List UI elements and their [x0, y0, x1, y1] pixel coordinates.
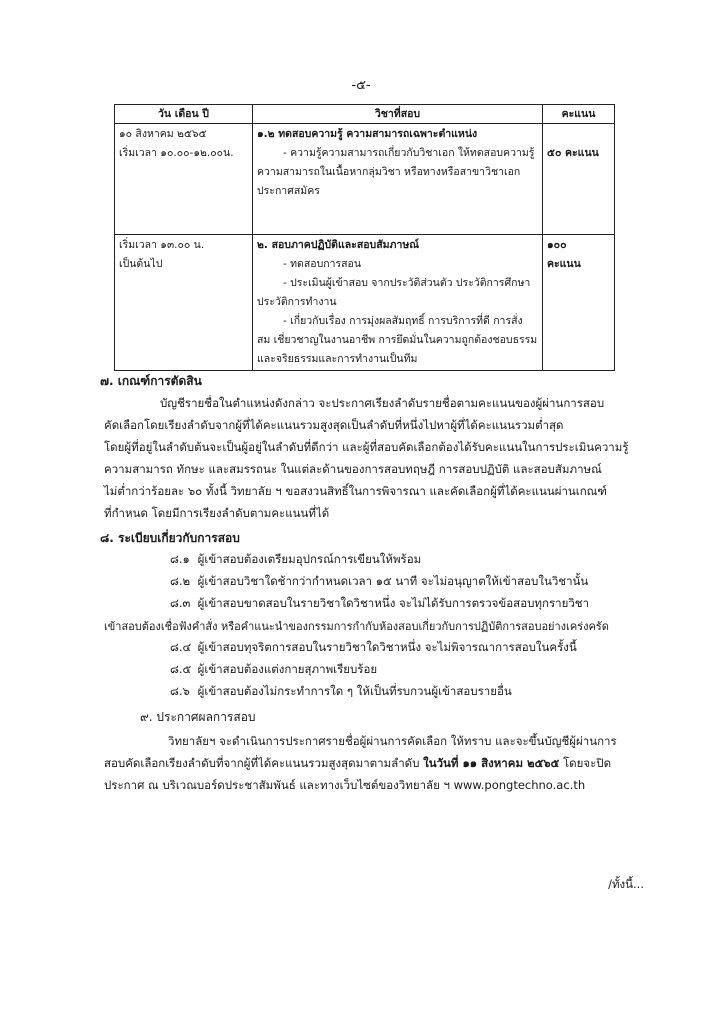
time-line: เริ่มเวลา ๑๓.๐๐ น. [119, 239, 205, 251]
rule-continuation [104, 617, 609, 635]
paragraph-line: วิทยาลัยฯ จะดำเนินการประกาศรายชื่อผู้ผ่านการคัดเลือก ให้ทราบ และจะขึ้นบัญชีผู้ผ่านการ [168, 734, 617, 748]
rule-text: ผู้เข้าสอบขาดสอบในรายวิชาใดวิชาหนึ่ง จะไม่ได้รับการตรวจข้อสอบทุกรายวิชา [197, 596, 590, 610]
subject-cell [253, 124, 543, 235]
rule-text: ผู้เข้าสอบต้องเตรียมอุปกรณ์การเขียนให้พร้อม [197, 552, 422, 566]
rule-item [170, 551, 421, 569]
rule-number: ๘.๖ [170, 684, 190, 698]
rule-item [170, 573, 588, 591]
rule-text: ผู้เข้าสอบทุจริตการสอบในรายวิชาใดวิชาหนึ่ง จะไม่พิจารณาการสอบในครั้งนี้ [197, 640, 577, 654]
subject-line: และจริยธรรมและการทำงานเป็นทีม [257, 353, 418, 365]
rule-number: ๘.๕ [170, 662, 192, 676]
subject-line: - เกี่ยวกับเรื่อง การมุ่งผลสัมฤทธิ์ การบริการที่ดี การสั่ง [283, 315, 523, 327]
paragraph-line: คัดเลือกโดยเรียงลำดับจากผู้ที่ได้คะแนนรวมสูงสุดเป็นลำดับที่หนึ่งไปหาผู้ที่ได้คะแนนรวมต่ำสุด [104, 418, 564, 432]
paragraph-line: ความสามารถ ทักษะ และสมรรถนะ ในแต่ละด้านของการสอบทฤษฎี การสอบปฏิบัติ และสอบสัมภาษณ์ [104, 462, 602, 476]
rule-item [170, 661, 377, 679]
date-cell [115, 124, 253, 235]
subject-line: - ความรู้ความสามารถเกี่ยวกับวิชาเอก ให้ทดสอบความรู้ [283, 147, 535, 159]
paragraph-text: โดยจะปิด [559, 756, 612, 770]
table-row [115, 235, 615, 371]
rule-number: ๘.๓ [170, 596, 191, 610]
score-value: ๕๐ คะแนน [547, 147, 599, 159]
continuation-marker: /ทั้งนี้... [608, 877, 644, 891]
score-cell [543, 235, 615, 371]
rule-text: ผู้เข้าสอบต้องไม่กระทำการใด ๆ ให้เป็นที่รบกวนผู้เข้าสอบรายอื่น [197, 684, 512, 698]
subject-line: ความสามารถในเนื้อหากลุ่มวิชา หรือทางหรือสาขาวิชาเอก [257, 166, 521, 178]
paragraph-line: โดยผู้ที่อยู่ในลำดับต้นจะเป็นผู้อยู่ในลำดับที่ดีกว่า และผู้ที่สอบคัดเลือกต้องได้รับคะแนนในการประเมินความรู้ [104, 440, 629, 454]
subject-title: ๒. สอบภาคปฏิบัติและสอบสัมภาษณ์ [257, 239, 420, 251]
subject-line: ประกาศสมัคร [257, 185, 320, 197]
section-8-heading: ๘. ระเบียบเกี่ยวกับการสอบ [100, 531, 240, 545]
paragraph-text: สอบคัดเลือกเรียงลำดับที่จากผู้ที่ได้คะแนนรวมสูงสุดมาตามลำดับ [104, 756, 424, 770]
rule-number: ๘.๒ [170, 574, 191, 588]
section-7-body [104, 392, 644, 524]
paragraph-line: ประกาศ ณ บริเวณบอร์ดประชาสัมพันธ์ และทางเว็บไซต์ของวิทยาลัย ฯ www.pongtechno.ac.th [104, 778, 586, 792]
subject-cell [253, 235, 543, 371]
exam-schedule-table [114, 104, 615, 371]
header-score: คะแนน [543, 105, 615, 124]
section-9-body [104, 730, 644, 796]
paragraph-line [104, 752, 644, 774]
paragraph-line: ที่กำหนด โดยมีการเรียงลำดับตามคะแนนที่ได้ [104, 506, 330, 520]
announcement-date: ในวันที่ ๑๑ สิงหาคม ๒๕๖๕ [423, 756, 560, 770]
table-header-row [115, 105, 615, 124]
rule-number: ๘.๑ [170, 552, 190, 566]
score-value: ๑๐๐ [547, 239, 567, 251]
rule-text: ผู้เข้าสอบวิชาใดช้ากว่ากำหนดเวลา ๑๕ นาที จะไม่อนุญาตให้เข้าสอบในวิชานั้น [197, 574, 589, 588]
header-subject: วิชาที่สอบ [253, 105, 543, 124]
header-date: วัน เดือน ปี [115, 105, 253, 124]
paragraph-line: ไม่ต่ำกว่าร้อยละ ๖๐ ทั้งนี้ วิทยาลัย ฯ ขอสงวนสิทธิ์ในการพิจารณา และคัดเลือกผู้ที่ได้คะแนนผ่านเกณฑ์ [104, 484, 607, 498]
section-7-heading: ๗. เกณฑ์การตัดสิน [100, 374, 202, 388]
subject-title: ๑.๒ ทดสอบความรู้ ความสามารถเฉพาะตำแหน่ง [257, 128, 478, 140]
rule-item [170, 639, 577, 657]
time-line: เริ่มเวลา ๑๐.๐๐-๑๒.๐๐น. [119, 147, 234, 159]
subject-line: ประวัติการทำงาน [257, 296, 337, 308]
rule-item [170, 683, 512, 701]
rule-number: ๘.๔ [170, 640, 192, 654]
rule-text: ผู้เข้าสอบต้องแต่งกายสุภาพเรียบร้อย [197, 662, 378, 676]
rule-text: เข้าสอบต้องเชื่อฟังคำสั่ง หรือคำแนะนำของกรรมการกำกับห้องสอบเกี่ยวกับการปฏิบัติการสอบอย่างเคร่งครัด [104, 620, 609, 633]
time-line: เป็นต้นไป [119, 258, 163, 270]
date-line: ๑๐ สิงหาคม ๒๕๖๕ [119, 128, 207, 140]
score-unit: คะแนน [547, 258, 581, 270]
rule-item [170, 595, 589, 613]
subject-line: - ทดสอบการสอน [283, 258, 362, 270]
table-row [115, 124, 615, 235]
paragraph-line: บัญชีรายชื่อในตำแหน่งดังกล่าว จะประกาศเรียงลำดับรายชื่อตามคะแนนของผู้ผ่านการสอบ [160, 396, 605, 410]
subject-line: - ประเมินผู้เข้าสอบ จากประวัติส่วนตัว ประวัติการศึกษา [283, 277, 531, 289]
page-number: -๕- [351, 78, 371, 93]
score-cell [543, 124, 615, 235]
section-9-heading: ๙. ประกาศผลการสอบ [140, 710, 256, 724]
subject-line: สม เชี่ยวชาญในงานอาชีพ การยึดมั่นในความถูกต้องชอบธรรม [257, 334, 538, 346]
date-cell [115, 235, 253, 371]
